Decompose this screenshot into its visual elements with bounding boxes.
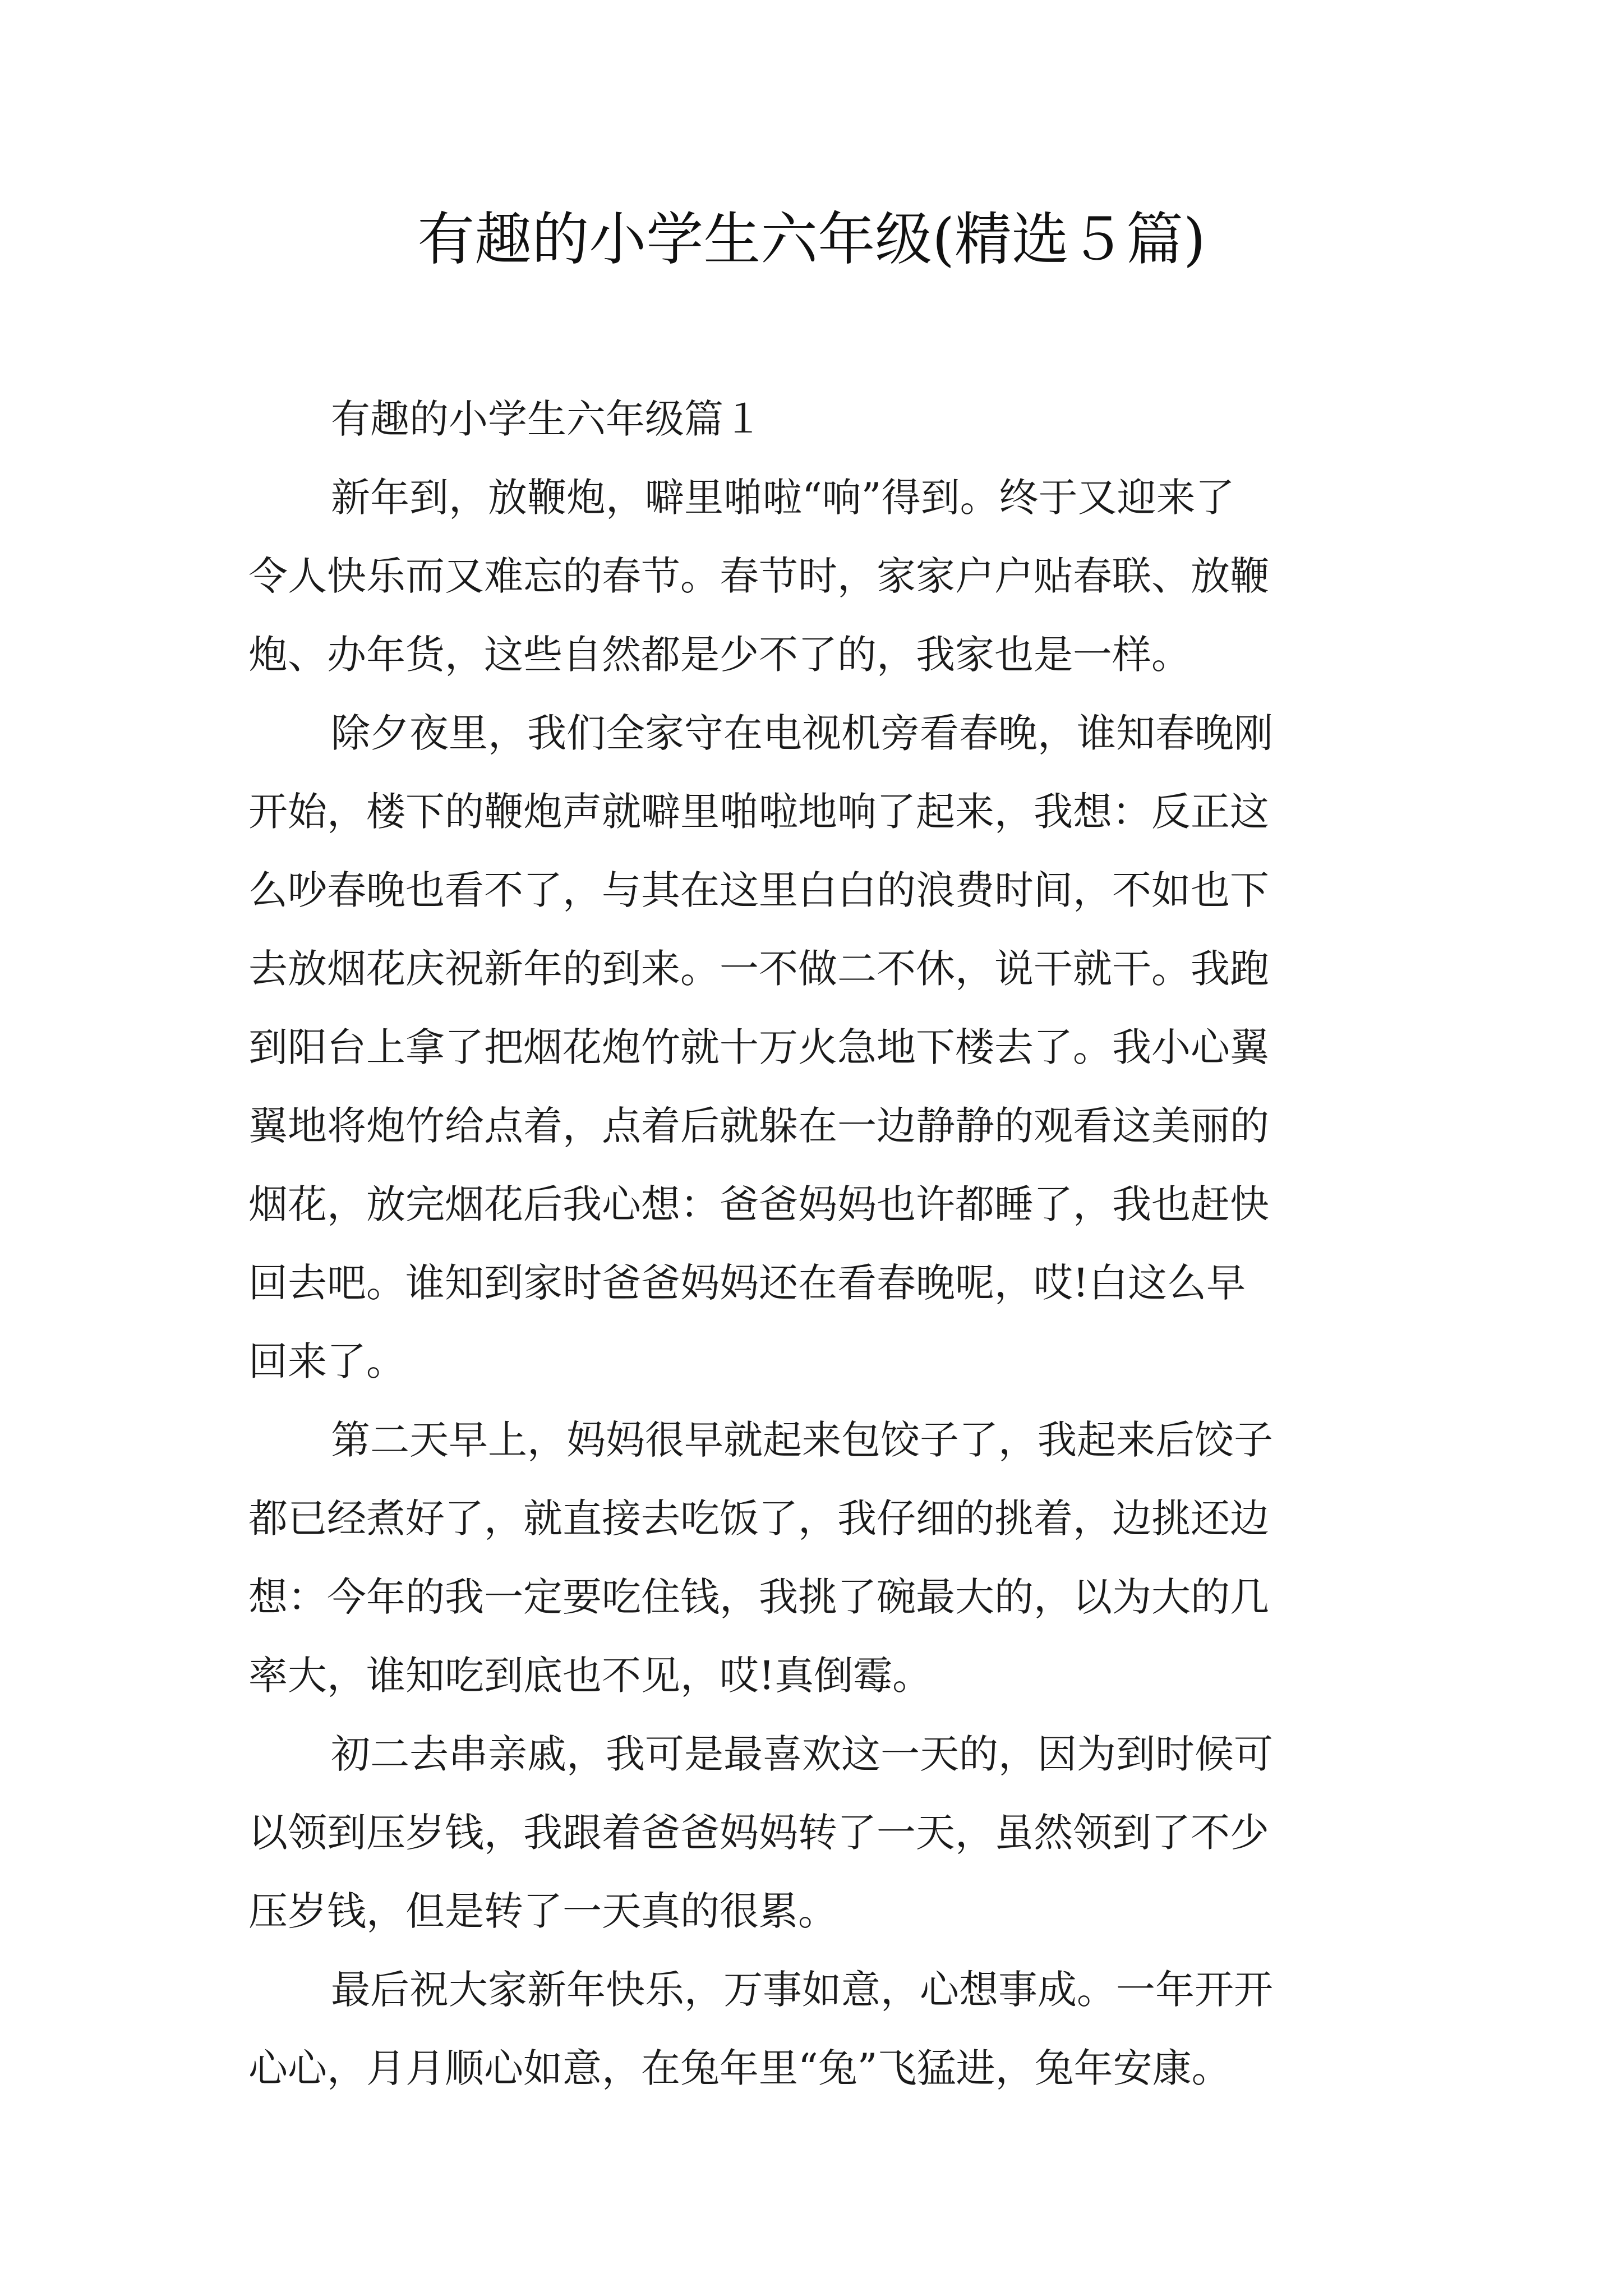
document-body [248, 380, 1387, 2108]
text-line: 新年到，放鞭炮，噼里啪啦“响”得到。终于又迎来了 [331, 475, 1235, 521]
text-line: 最后祝大家新年快乐，万事如意，心想事成。一年开开 [331, 1967, 1273, 2013]
text-line: 初二去串亲戚，我可是最喜欢这一天的，因为到时候可 [331, 1731, 1273, 1777]
text-line: 回来了。 [248, 1338, 405, 1384]
text-line: 令人快乐而又难忘的春节。春节时，家家户户贴春联、放鞭 [248, 553, 1269, 599]
text-line: 除夕夜里，我们全家守在电视机旁看春晚，谁知春晚刚 [331, 710, 1273, 756]
text-line: 都已经煮好了，就直接去吃饭了，我仔细的挑着，边挑还边 [248, 1496, 1269, 1542]
text-line: 去放烟花庆祝新年的到来。一不做二不休，说干就干。我跑 [248, 946, 1269, 992]
text-line: 到阳台上拿了把烟花炮竹就十万火急地下楼去了。我小心翼 [248, 1024, 1269, 1070]
text-line: 烟花，放完烟花后我心想：爸爸妈妈也许都睡了，我也赶快 [248, 1181, 1269, 1227]
text-line: 开始，楼下的鞭炮声就噼里啪啦地响了起来，我想：反正这 [248, 789, 1269, 835]
text-line: 回去吧。谁知到家时爸爸妈妈还在看春晚呢，哎!白这么早 [248, 1260, 1246, 1306]
text-line: 翼地将炮竹给点着，点着后就躲在一边静静的观看这美丽的 [248, 1103, 1269, 1149]
document-title: 有趣的小学生六年级(精选５篇) [417, 206, 1206, 273]
text-line: 率大，谁知吃到底也不见，哎!真倒霉。 [248, 1653, 932, 1699]
text-line: 想：今年的我一定要吃住钱，我挑了碗最大的，以为大的几 [248, 1574, 1269, 1620]
text-line: 压岁钱，但是转了一天真的很累。 [248, 1888, 837, 1934]
text-line: 第二天早上，妈妈很早就起来包饺子了，我起来后饺子 [331, 1417, 1273, 1463]
text-line: 炮、办年货，这些自然都是少不了的，我家也是一样。 [248, 632, 1191, 678]
text-line: 么吵春晚也看不了，与其在这里白白的浪费时间，不如也下 [248, 867, 1269, 913]
text-line: 有趣的小学生六年级篇１ [331, 396, 763, 442]
text-line: 以领到压岁钱，我跟着爸爸妈妈转了一天，虽然领到了不少 [248, 1810, 1269, 1856]
text-line: 心心，月月顺心如意，在兔年里“兔”飞猛进，兔年安康。 [248, 2045, 1231, 2091]
